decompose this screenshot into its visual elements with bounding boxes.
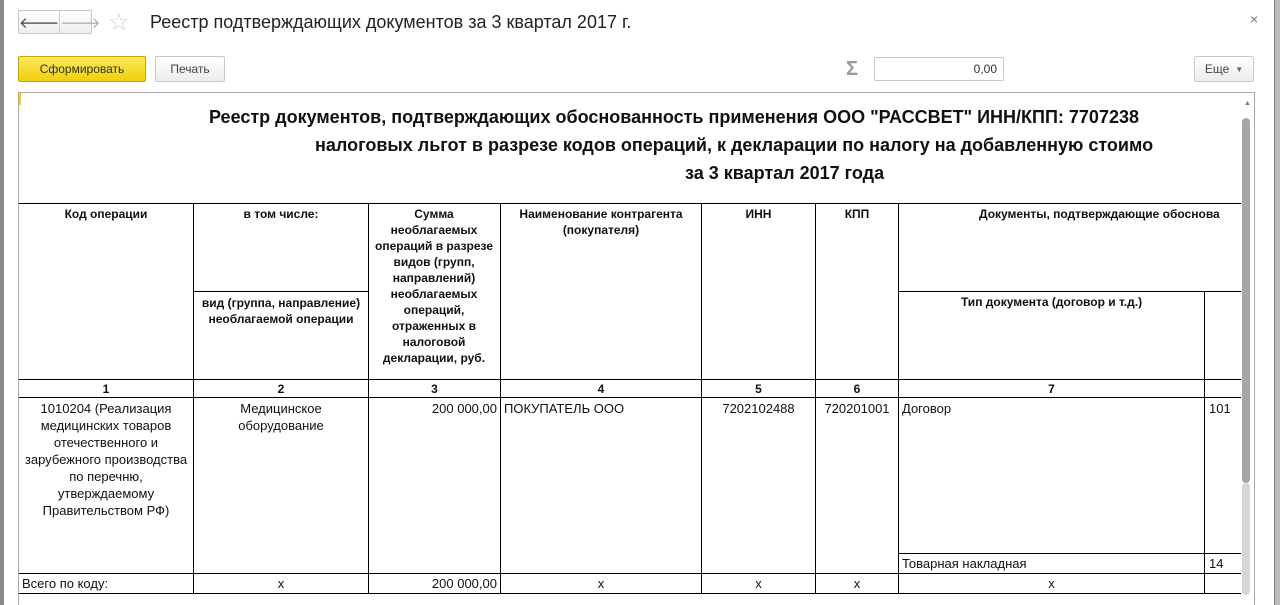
forward-arrow-icon[interactable]: 🡒: [59, 11, 100, 33]
header-document-type: Тип документа (договор и т.д.): [960, 295, 1143, 309]
column-number-6: 6: [853, 382, 861, 396]
window-frame-left: [0, 0, 4, 605]
window-frame-right: [1274, 0, 1280, 605]
column-number-7: 7: [1048, 382, 1055, 396]
report-table: [19, 203, 1241, 603]
cell-operation-code[interactable]: 1010204 (Реализация медицинских товаров отечественного и зарубежного производства по перечню, утверждаемому Правительством РФ): [24, 401, 188, 518]
sum-icon: Σ: [846, 58, 859, 80]
navigation-buttons: [18, 10, 101, 34]
total-inn: х: [755, 576, 762, 591]
scroll-up-icon[interactable]: ▲: [1244, 100, 1251, 107]
column-number-2: 2: [277, 382, 285, 396]
cell-inn[interactable]: 7202102488: [722, 401, 795, 416]
column-number-1: 1: [102, 382, 110, 396]
cell-kpp[interactable]: 720201001: [824, 401, 890, 416]
cell-cursor: [19, 93, 21, 105]
column-number-5: 5: [755, 382, 762, 396]
header-supporting-documents: Документы, подтверждающие обоснова: [979, 207, 1220, 221]
more-button[interactable]: [1194, 56, 1254, 82]
header-including: в том числе:: [243, 207, 319, 221]
chevron-down-icon: ▼: [1235, 64, 1244, 74]
back-arrow-icon[interactable]: 🡐: [19, 14, 60, 32]
column-number-3: 3: [431, 382, 438, 396]
cell-counterparty[interactable]: ПОКУПАТЕЛЬ ООО: [504, 401, 625, 416]
total-label: Всего по коду:: [22, 576, 109, 591]
close-icon[interactable]: ×: [1250, 11, 1259, 27]
header-inn: ИНН: [745, 207, 772, 221]
column-number-4: 4: [597, 382, 605, 396]
report-title-line2: налоговых льгот в разрезе кодов операций, к декларации по налогу на добавленную стоимо: [315, 135, 1154, 155]
total-counterparty: х: [597, 576, 605, 591]
report-spreadsheet[interactable]: [18, 92, 1255, 605]
vertical-scrollbar-track[interactable]: [1242, 483, 1250, 595]
cell-document-type[interactable]: Товарная накладная: [902, 556, 1027, 571]
more-label: Еще: [1204, 62, 1230, 76]
cell-document-number[interactable]: 101: [1209, 401, 1231, 416]
report-title-line1: Реестр документов, подтверждающих обоснованность применения ООО "РАССВЕТ" ИНН/КПП: 7707238: [209, 107, 1139, 127]
header-operation-code: Код операции: [64, 207, 148, 221]
cell-document-number[interactable]: 14: [1209, 556, 1224, 571]
cell-operation-kind[interactable]: Медицинское оборудование: [238, 401, 324, 433]
total-kpp: х: [853, 576, 861, 591]
print-button[interactable]: Печать: [155, 56, 225, 82]
generate-button[interactable]: Сформировать: [18, 56, 146, 82]
report-title-line3: за 3 квартал 2017 года: [685, 163, 885, 183]
vertical-scrollbar-thumb[interactable]: [1242, 118, 1250, 483]
window-title: Реестр подтверждающих документов за 3 квартал 2017 г.: [150, 12, 632, 32]
cell-amount[interactable]: 200 000,00: [431, 401, 497, 416]
sum-field[interactable]: 0,00: [874, 57, 1004, 81]
total-amount: 200 000,00: [431, 576, 497, 591]
header-counterparty: Наименование контрагента (покупателя): [519, 207, 683, 237]
cell-document-type[interactable]: Договор: [902, 401, 952, 416]
header-operation-kind: вид (группа, направление) необлагаемой операции: [201, 296, 361, 326]
favorite-star-icon[interactable]: ☆: [108, 9, 130, 36]
header-amount: Сумма необлагаемых операций в разрезе видов (групп, направлений) необлагаемых операций, отраженных в налоговой декларации, руб.: [374, 207, 494, 365]
header-kpp: КПП: [844, 207, 870, 221]
total-document-type: х: [1048, 576, 1055, 591]
total-kind: х: [277, 576, 285, 591]
